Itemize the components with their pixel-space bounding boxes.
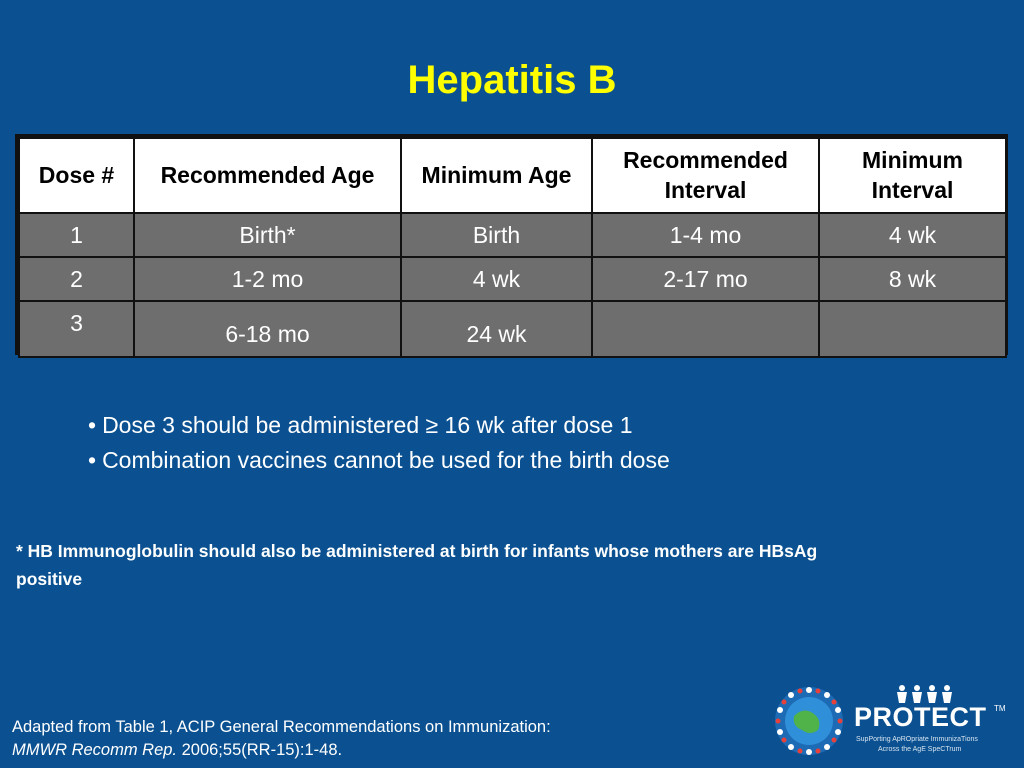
- citation: [12, 716, 551, 762]
- header-minimum-age: Minimum Age: [401, 138, 592, 213]
- bullet-item: • Dose 3 should be administered ≥ 16 wk after dose 1: [88, 408, 670, 443]
- table-row: [19, 213, 1006, 257]
- header-recommended-age: Recommended Age: [134, 138, 401, 213]
- cell-minimum-interval: 4 wk: [819, 213, 1006, 257]
- cell-minimum-age: 24 wk: [401, 301, 592, 357]
- globe-icon: [774, 686, 844, 756]
- dose-schedule-table: [18, 137, 1007, 358]
- citation-journal: MMWR Recomm Rep.: [12, 741, 178, 759]
- protect-logo: [770, 684, 1010, 764]
- cell-recommended-interval: 1-4 mo: [592, 213, 819, 257]
- bullet-item: • Combination vaccines cannot be used for the birth dose: [88, 443, 670, 478]
- citation-line: Adapted from Table 1, ACIP General Recommendations on Immunization:: [12, 718, 551, 736]
- cell-dose: 1: [19, 213, 134, 257]
- brand-block: [854, 684, 1010, 764]
- citation-source: [12, 739, 551, 762]
- trademark-mark: TM: [994, 704, 1006, 713]
- brand-name: PROTECT: [854, 702, 987, 732]
- cell-minimum-interval: [819, 301, 1006, 357]
- tagline-line: SupPorting ApROpriate ImmunizaTions: [856, 736, 978, 743]
- header-dose-number: Dose #: [19, 138, 134, 213]
- cell-minimum-age: Birth: [401, 213, 592, 257]
- table-header-row: [19, 138, 1006, 213]
- header-recommended-interval: Recommended Interval: [592, 138, 819, 213]
- cell-minimum-age: 4 wk: [401, 257, 592, 301]
- notes-bullet-list: [88, 408, 670, 478]
- brand-tagline: [856, 735, 1016, 755]
- cell-recommended-age: Birth*: [134, 213, 401, 257]
- cell-recommended-interval: [592, 301, 819, 357]
- cell-recommended-interval: 2-17 mo: [592, 257, 819, 301]
- table-row: [19, 257, 1006, 301]
- citation-details: 2006;55(RR-15):1-48.: [177, 741, 343, 759]
- cell-recommended-age: 1-2 mo: [134, 257, 401, 301]
- header-minimum-interval: Minimum Interval: [819, 138, 1006, 213]
- cell-recommended-age: 6-18 mo: [134, 301, 401, 357]
- cell-minimum-interval: 8 wk: [819, 257, 1006, 301]
- table-row: [19, 301, 1006, 357]
- dose-schedule-table-container: [15, 134, 1008, 355]
- people-icon: [894, 684, 954, 704]
- tagline-line: Across the AgE SpeCTrum: [878, 746, 962, 753]
- cell-dose: 2: [19, 257, 134, 301]
- slide-title: Hepatitis B: [407, 58, 617, 102]
- footnote: * HB Immunoglobulin should also be administered at birth for infants whose mothers are HBsAg positive: [16, 541, 818, 589]
- cell-dose: 3: [19, 301, 134, 357]
